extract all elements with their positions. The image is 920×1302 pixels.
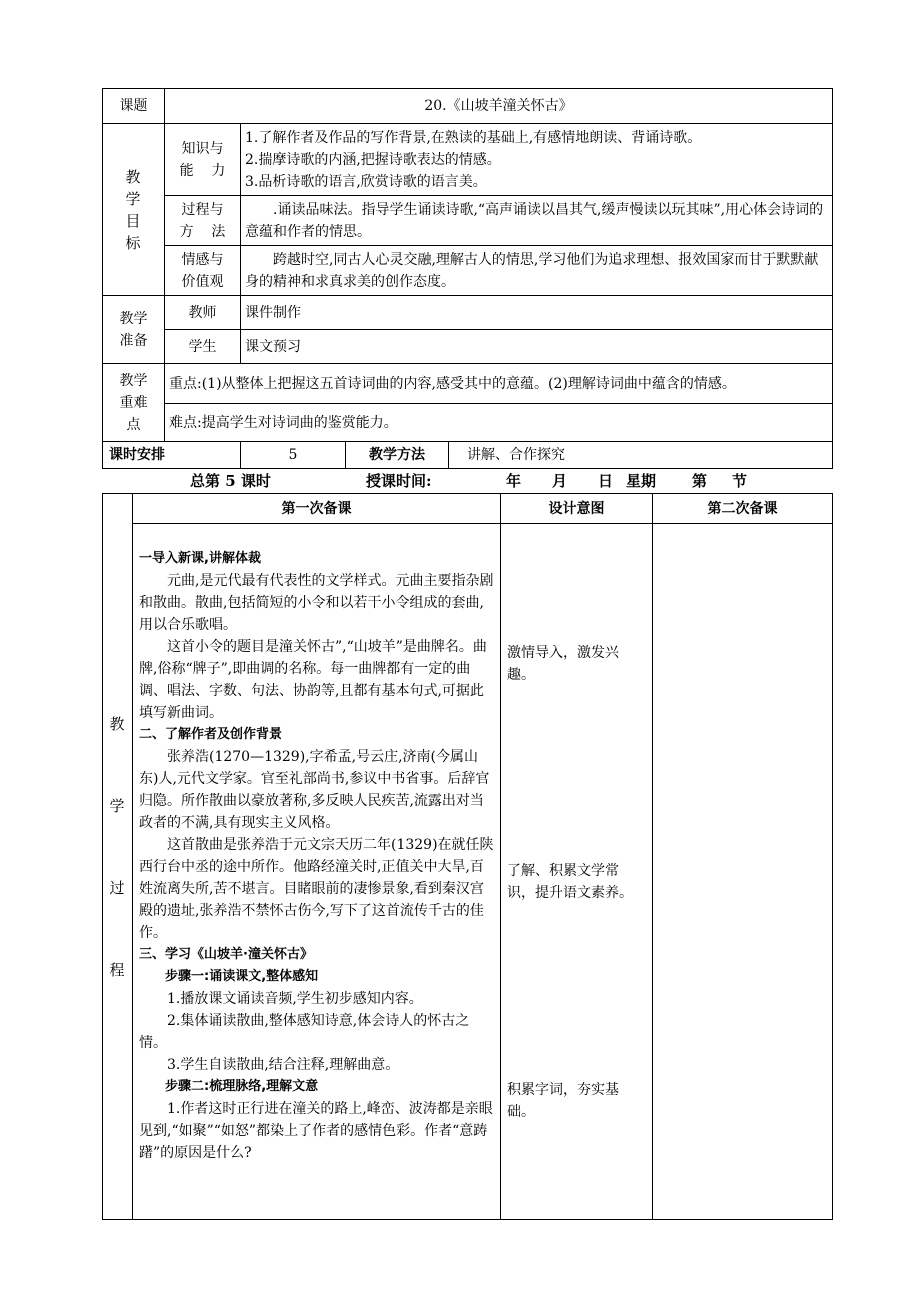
goal-knowledge-label: 知识与 能 力 — [165, 124, 241, 196]
title-label: 课题 — [103, 89, 165, 124]
section-heading: 一导入新课,讲解体裁 — [139, 551, 261, 566]
goal-emotion-label: 情感与 价值观 — [165, 246, 241, 296]
paragraph: 张养浩(1270—1329),字希孟,号云庄,济南(今属山东)人,元代文学家。官至礼部尚书,参议中书省事。后辞官归隐。所作散曲以豪放著称,多反映人民疾苦,流露出对当政者的不满,具有现实主义风格。 — [139, 749, 490, 831]
step-heading: 步骤二:梳理脉络,理解文意 — [165, 1079, 319, 1094]
process-table — [102, 493, 833, 1220]
paragraph: 这首小令的题目是潼关怀古”,“山坡羊”是曲牌名。曲牌,俗称“牌子”,即曲调的名称。每一曲牌都有一定的曲调、唱法、字数、句法、协韵等,且都有基本句式,可据此填写新曲词。 — [139, 639, 487, 721]
paragraph: 1.播放课文诵读音频,学生初步感知内容。 — [167, 991, 423, 1007]
time-label: 授课时间: — [366, 472, 432, 490]
first-prep-content — [133, 524, 501, 1220]
lesson-title: 20.《山坡羊潼关怀古》 — [165, 89, 833, 124]
session-summary — [102, 469, 833, 493]
intent-note: 激情导入，激发兴趣。 — [507, 645, 619, 683]
paragraph: 3.学生自读散曲,结合注释,理解曲意。 — [167, 1057, 400, 1073]
paragraph: 这首散曲是张养浩于元文宗天历二年(1329)在就任陕西行台中丞的途中所作。他路经潼关时,正值关中大旱,百姓流离失所,苦不堪言。目睹眼前的凄惨景象,看到秦汉宫殿的遗址,张养浩不禁怀古伤今,写下了这首流传千古的佳作。 — [139, 837, 494, 941]
second-prep-header: 第二次备课 — [653, 494, 833, 524]
prep-student-value: 课文预习 — [241, 330, 833, 364]
hours-value: 5 — [241, 442, 346, 469]
paragraph: 1.作者这时正行进在潼关的路上,峰峦、波涛都是亲眼见到,“如聚”“如怒”都染上了作者的感情色彩。作者“意踌躇”的原因是什么? — [139, 1101, 493, 1161]
section-heading: 二、了解作者及创作背景 — [139, 727, 283, 742]
section-label: 节 — [732, 472, 748, 490]
prep-label: 教学 准备 — [103, 296, 165, 364]
design-intent-content — [501, 524, 653, 1220]
section-heading: 三、学习《山坡羊·潼关怀古》 — [139, 947, 313, 962]
period-label: 第 — [692, 472, 708, 490]
lesson-info-table — [102, 88, 833, 469]
weekday-label: 星期 — [626, 472, 657, 490]
goals-label: 教 学 目 标 — [103, 124, 165, 296]
first-prep-header: 第一次备课 — [133, 494, 501, 524]
prep-student-label: 学生 — [165, 330, 241, 364]
total-periods: 总第 5 课时 — [190, 472, 271, 490]
goal-process-text: .诵读品味法。指导学生诵读诗歌,“高声诵读以昌其气,缓声慢读以玩其味”,用心体会诗词的意蕴和作者的情思。 — [241, 196, 833, 246]
prep-teacher-value: 课件制作 — [241, 296, 833, 330]
process-label: 教 学 过 程 — [103, 494, 133, 1220]
lesson-plan — [102, 88, 833, 1220]
paragraph: 元曲,是元代最有代表性的文学样式。元曲主要指杂剧和散曲。散曲,包括简短的小令和以若干小令组成的套曲,用以合乐歌唱。 — [139, 573, 494, 633]
year-label: 年 — [506, 472, 522, 490]
hours-label: 课时安排 — [103, 442, 241, 469]
intent-note: 积累字词，夯实基础。 — [507, 1082, 619, 1120]
keypoints-label: 教学 重难 点 — [103, 364, 165, 442]
prep-teacher-label: 教师 — [165, 296, 241, 330]
goal-knowledge-text: 1.了解作者及作品的写作背景,在熟读的基础上,有感情地朗读、背诵诗歌。 2.揣摩诗歌的内涵,把握诗歌表达的情感。 3.品析诗歌的语言,欣赏诗歌的语言美。 — [241, 124, 833, 196]
method-value: 讲解、合作探究 — [449, 442, 833, 469]
step-heading: 步骤一:诵读课文,整体感知 — [165, 969, 319, 984]
design-intent-header: 设计意图 — [501, 494, 653, 524]
second-prep-content — [653, 524, 833, 1220]
paragraph: 2.集体诵读散曲,整体感知诗意,体会诗人的怀古之情。 — [139, 1013, 470, 1051]
keypoint-text: 重点:(1)从整体上把握这五首诗词曲的内容,感受其中的意蕴。(2)理解诗词曲中蕴含的情感。 — [165, 364, 833, 404]
intent-note: 了解、积累文学常识，提升语文素养。 — [507, 863, 633, 901]
goal-emotion-text: 跨越时空,同古人心灵交融,理解古人的情思,学习他们为追求理想、报效国家而甘于默默献身的精神和求真求美的创作态度。 — [241, 246, 833, 296]
month-label: 月 — [552, 472, 568, 490]
difficulty-text: 难点:提高学生对诗词曲的鉴赏能力。 — [165, 404, 833, 442]
goal-process-label: 过程与 方 法 — [165, 196, 241, 246]
day-label: 日 — [598, 472, 614, 490]
method-label: 教学方法 — [346, 442, 449, 469]
